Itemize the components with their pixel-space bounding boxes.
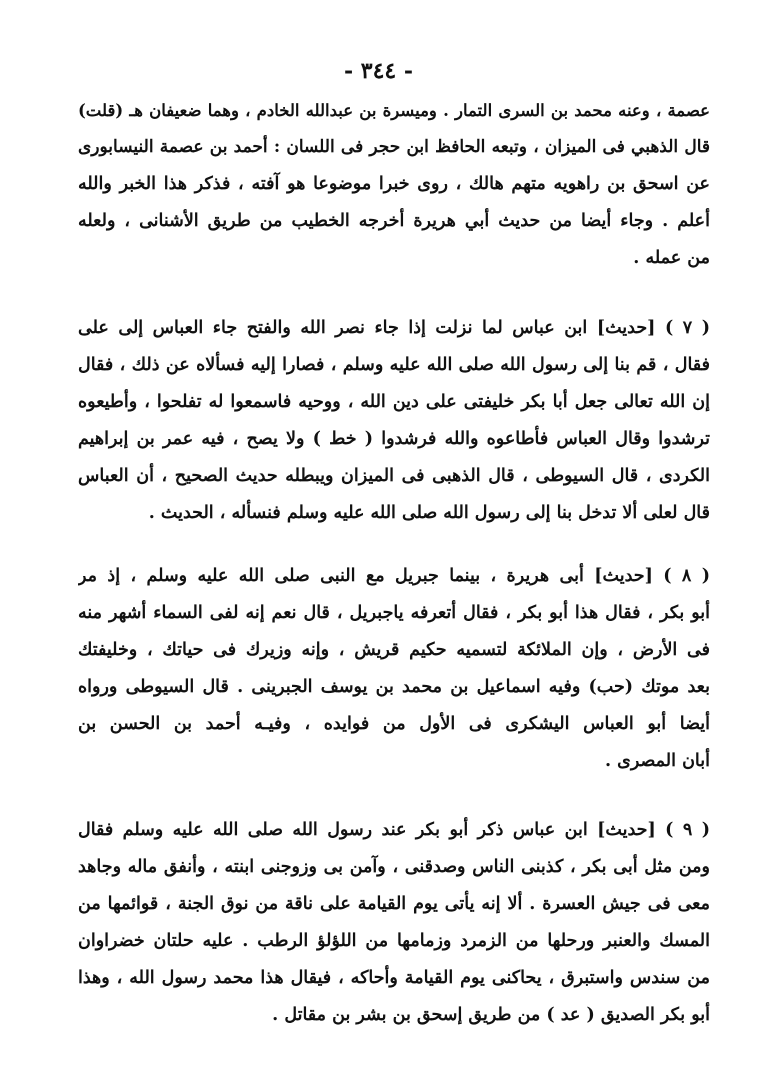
paragraph-hadith-8	[78, 558, 710, 780]
text-line: من عمله .	[633, 248, 710, 268]
text-line: أبو بكر ، فقال هذا أبو بكر ، فقال أتعرفه ياجبريل ، قال نعم إنه لفى السماء أشهر منه	[78, 603, 710, 623]
paragraph-1	[78, 92, 710, 277]
text-line: قال لعلى ألا تدخل بنا إلى رسول الله صلى الله عليه وسلم فنسأله ، الحديث .	[148, 503, 710, 523]
text-line: أبان المصرى .	[604, 751, 710, 771]
text-line: بعد موتك (حب) وفيه اسماعيل بن محمد بن يوسف الجبرينى . قال السيوطى ورواه	[78, 677, 710, 697]
paragraph-hadith-7	[78, 310, 710, 532]
text-line: ومن مثل أبى بكر ، كذبنى الناس وصدقنى ، وآمن بى وزوجنى ابنته ، وأنفق ماله وجاهد	[78, 857, 710, 877]
text-line: فى الأرض ، وإن الملائكة لتسميه حكيم قريش ، وإنه وزيرك فى حياتك ، وخليفتك	[78, 640, 710, 660]
text-line: أعلم . وجاء أيضا من حديث أبي هريرة أخرجه الخطيب من طريق الأشنانى ، ولعله	[78, 211, 710, 231]
text-line: ( ٨ ) [حديث] أبى هريرة ، بينما جبريل مع النبى صلى الله عليه وسلم ، إذ مر	[78, 566, 710, 586]
text-line: من سندس واستبرق ، يحاكنى يوم القيامة وأحاكه ، فيقال هذا محمد رسول الله ، وهذا	[78, 968, 710, 988]
text-line: عصمة ، وعنه محمد بن السرى التمار . وميسرة بن عبدالله الخادم ، وهما ضعيفان هـ (قلت)	[78, 101, 710, 120]
text-line: عن اسحق بن راهويه متهم هالك ، روى خبرا موضوعا هو آفته ، فذكر هذا الخبر والله	[78, 174, 710, 194]
text-line: إن الله تعالى جعل أبا بكر خليفتى على دين الله ، ووحيه فاسمعوا له تفلحوا ، وأطيعوه	[78, 392, 710, 412]
page-number: - ٣٤٤ -	[343, 58, 414, 84]
text-line: ( ٧ ) [حديث] ابن عباس لما نزلت إذا جاء نصر الله والفتح جاء العباس إلى على	[78, 318, 710, 338]
text-line: المسك والعنبر ورحلها من الزمرد وزمامها من اللؤلؤ الرطب . عليه حلتان خضراوان	[78, 931, 710, 951]
text-line: أيضا أبو العباس اليشكرى فى الأول من فوايده ، وفيـه أحمد بن الحسن بن	[78, 714, 710, 734]
text-line: فقال ، قم بنا إلى رسول الله صلى الله عليه وسلم ، فصارا إليه فسألاه عن ذلك ، فقال	[78, 355, 710, 375]
text-line: أبو بكر الصديق ( عد ) من طريق إسحق بن بشر بن مقاتل .	[272, 1005, 710, 1025]
paragraph-hadith-9	[78, 812, 710, 1034]
text-line: الكردى ، قال السيوطى ، قال الذهبى فى الميزان ويبطله حديث الصحيح ، أن العباس	[78, 466, 710, 486]
text-line: ترشدوا وقال العباس فأطاعوه والله فرشدوا ( خط ) ولا يصح ، فيه عمر بن إبراهيم	[78, 429, 710, 449]
text-line: قال الذهبي فى الميزان ، وتبعه الحافظ ابن حجر فى اللسان : أحمد بن عصمة النيسابورى	[78, 137, 710, 157]
text-line: معى فى جيش العسرة . ألا إنه يأتى يوم القيامة على ناقة من نوق الجنة ، قوائمها من	[78, 894, 710, 914]
text-line: ( ٩ ) [حديث] ابن عباس ذكر أبو بكر عند رسول الله صلى الله عليه وسلم فقال	[78, 820, 710, 840]
